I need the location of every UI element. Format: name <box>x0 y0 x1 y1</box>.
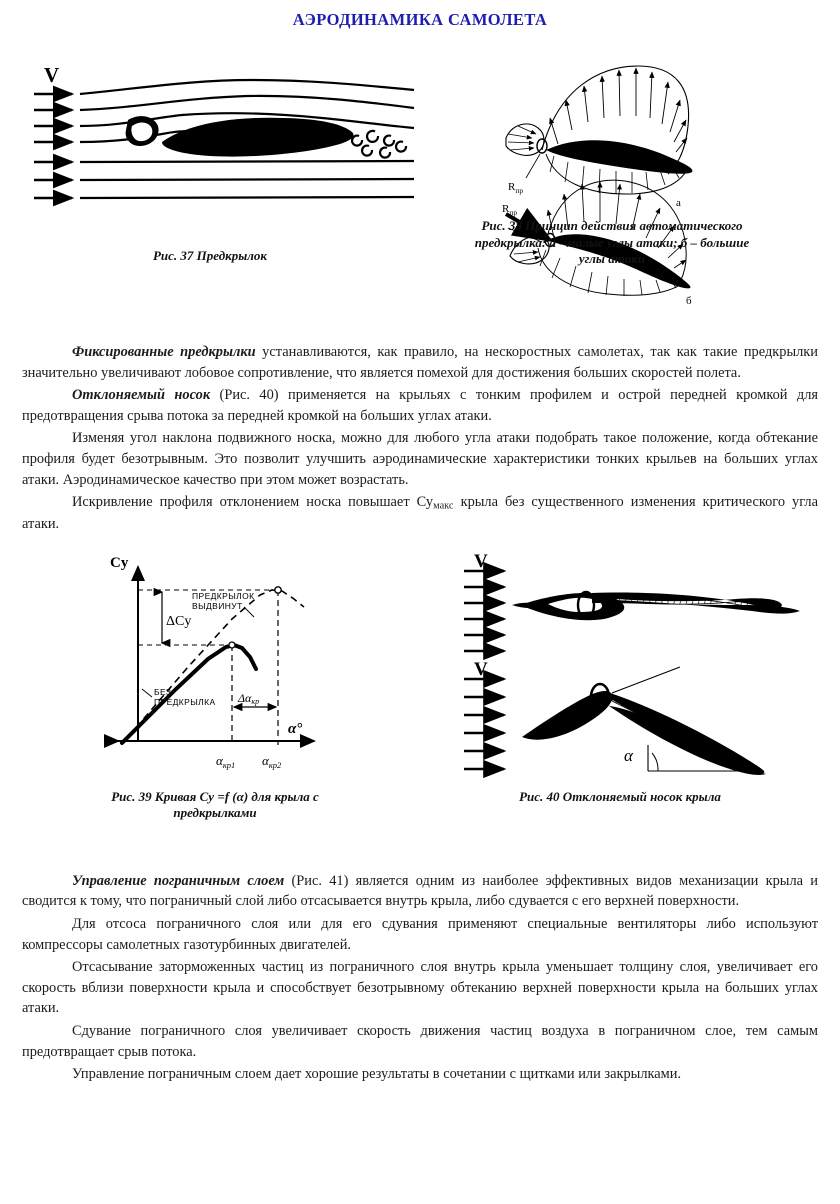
paragraph-body-before: Искривление профиля отклонением носка повышает Су <box>72 494 434 511</box>
label-no-slat-line2: ПРЕДКРЫЛКА <box>154 696 216 707</box>
paragraph-body: (Рис. 41) является одним из наиболее эффективных видов механизации крыла и сводится к тому, что пограничный слой либо отсасывается внутрь крыла, либо сдувается с его верхней поверхности. <box>22 872 818 910</box>
label-slat-extended-line2: ВЫДВИНУТ <box>192 600 243 611</box>
paragraph-combined-use <box>22 1064 818 1085</box>
figure-40-panel-top <box>464 551 800 651</box>
flow-arrows-40-bottom <box>464 679 504 769</box>
label-no-slat-line1: БЕЗ <box>154 686 172 697</box>
figure-37-caption <box>60 248 360 265</box>
figure-40-caption-text: Рис. 40 Отклоняемый носок крыла <box>519 788 721 804</box>
figures-37-38-band <box>0 30 840 330</box>
figures-39-40-band <box>0 549 840 849</box>
paragraph-fixed-slats <box>22 342 818 383</box>
curve-no-slat <box>122 645 256 743</box>
paragraph-cymax <box>22 492 818 535</box>
figure-39 <box>92 549 332 781</box>
panel-label-a: а <box>676 197 681 209</box>
figure-38-caption-line3: углы атаки <box>578 251 646 267</box>
figure-38-caption-line2: предкрылка: а - малые углы атаки; б – большие <box>474 234 750 250</box>
chord-reference-line <box>612 667 680 693</box>
turbulence-37 <box>352 131 406 158</box>
figure-37-caption-text: Рис. 37 Предкрылок <box>152 248 268 263</box>
flow-arrows-37 <box>34 94 72 198</box>
paragraph-body: Сдувание пограничного слоя увеличивает скорость движения частиц воздуха в пограничном слое, тем самым предотвращает срыв потока. <box>22 1023 818 1060</box>
figure-38-caption <box>412 218 812 268</box>
panel-label-b: б <box>686 295 692 307</box>
paragraph-blowing-effect <box>22 1021 818 1062</box>
paragraph-lead: Управление пограничным слоем <box>72 872 285 889</box>
paragraph-body-after: крыла без существенного изменения критического угла атаки. <box>22 494 818 533</box>
velocity-label-40-top: V <box>474 550 488 572</box>
paragraph-body: Изменяя угол наклона подвижного носка, можно для любого угла атаки подобрать такое положение, когда обтекание профиля будет безотрывным. Это позволит улучшить аэродинамические характеристики тонких крыльев на больших углах атаки. Аэродинамическое качество при этом может возрастать. <box>22 430 818 488</box>
paragraph-bl-control <box>22 871 818 912</box>
paragraph-body: Управление пограничным слоем дает хорошие результаты в сочетании с щитками или закрылками. <box>72 1066 682 1083</box>
paragraph-lead: Фиксированные предкрылки <box>72 344 256 360</box>
y-axis-label: Cy <box>110 554 129 571</box>
paragraph-droop-nose <box>22 385 818 426</box>
figure-38-caption-line1: Рис. 38 Принцип действия автоматического <box>481 218 743 233</box>
body-text-upper <box>0 342 840 535</box>
paragraph-suction-source <box>22 914 818 955</box>
paragraph-body: устанавливаются, как правило, на нескоростных самолетах, так как такие предкрылки значительно увеличивают лобовое сопротивление, что является помехой для достижения больших скоростей полета. <box>22 344 818 381</box>
figure-38-panel-a <box>506 66 692 209</box>
flow-arrows-40-top <box>464 571 504 651</box>
chart-cy-alpha <box>92 549 332 781</box>
annotation-delta-alpha: Δαкр <box>238 690 260 706</box>
tick-label-alpha-kr1: $\alpha_{кр1}$ <box>216 752 236 770</box>
x-axis-label: α° <box>288 720 303 737</box>
figure-39-caption-line1: Рис. 39 Кривая Су =f (α) для крыла с <box>111 788 319 804</box>
figure-38 <box>480 42 770 314</box>
tick-label-alpha-kr2: $\alpha_{кр2}$ <box>262 752 282 770</box>
figure-39-caption <box>40 789 390 822</box>
cymax-subscript: макс <box>433 500 454 512</box>
page-title: АЭРОДИНАМИКА САМОЛЕТА <box>292 10 548 29</box>
force-label-b: $R_{пр}$ <box>502 203 518 217</box>
paragraph-body: (Рис. 40) применяется на крыльях с тонким профилем и острой передней кромкой для предотвращения срыва потока за передней кромкой на больших углах атаки. <box>22 387 819 424</box>
angle-label-40: α <box>624 745 633 765</box>
figure-39-caption-line2: предкрылками <box>173 805 257 821</box>
velocity-label-40-bottom: V <box>474 658 488 680</box>
paragraph-suction-effect <box>22 957 818 1019</box>
force-label-a: $R_{пр}$ <box>508 181 524 195</box>
label-slat-extended-line1: ПРЕДКРЫЛОК <box>192 590 255 601</box>
paragraph-angle-adjust <box>22 428 818 490</box>
marker-alpha-kr2 <box>275 587 281 593</box>
body-text-lower <box>0 871 840 1085</box>
paragraph-lead: Отклоняемый носок <box>72 387 211 404</box>
figure-37 <box>22 58 422 208</box>
paragraph-body: Для отсоса пограничного слоя или для его сдувания применяют специальные вентиляторы либо используют компрессоры самолетных газотурбинных двигателей. <box>22 916 818 953</box>
figure-40-caption <box>430 789 810 806</box>
annotation-delta-cy: ΔCy <box>166 613 192 629</box>
figure-40-drawing <box>452 549 832 781</box>
paragraph-body: Отсасывание заторможенных частиц из пограничного слоя внутрь крыла уменьшает толщину слоя, увеличивает его скорость вблизи поверхности крыла и способствует безотрывному обтеканию верхней поверхности крыла на больших углах атаки. <box>22 959 818 1017</box>
figure-38-drawing <box>480 42 770 314</box>
figure-37-drawing <box>22 58 422 208</box>
figure-40-panel-bottom <box>464 659 766 775</box>
marker-alpha-kr1 <box>229 642 235 648</box>
figure-40 <box>452 549 832 781</box>
velocity-label-37: V <box>44 63 60 87</box>
